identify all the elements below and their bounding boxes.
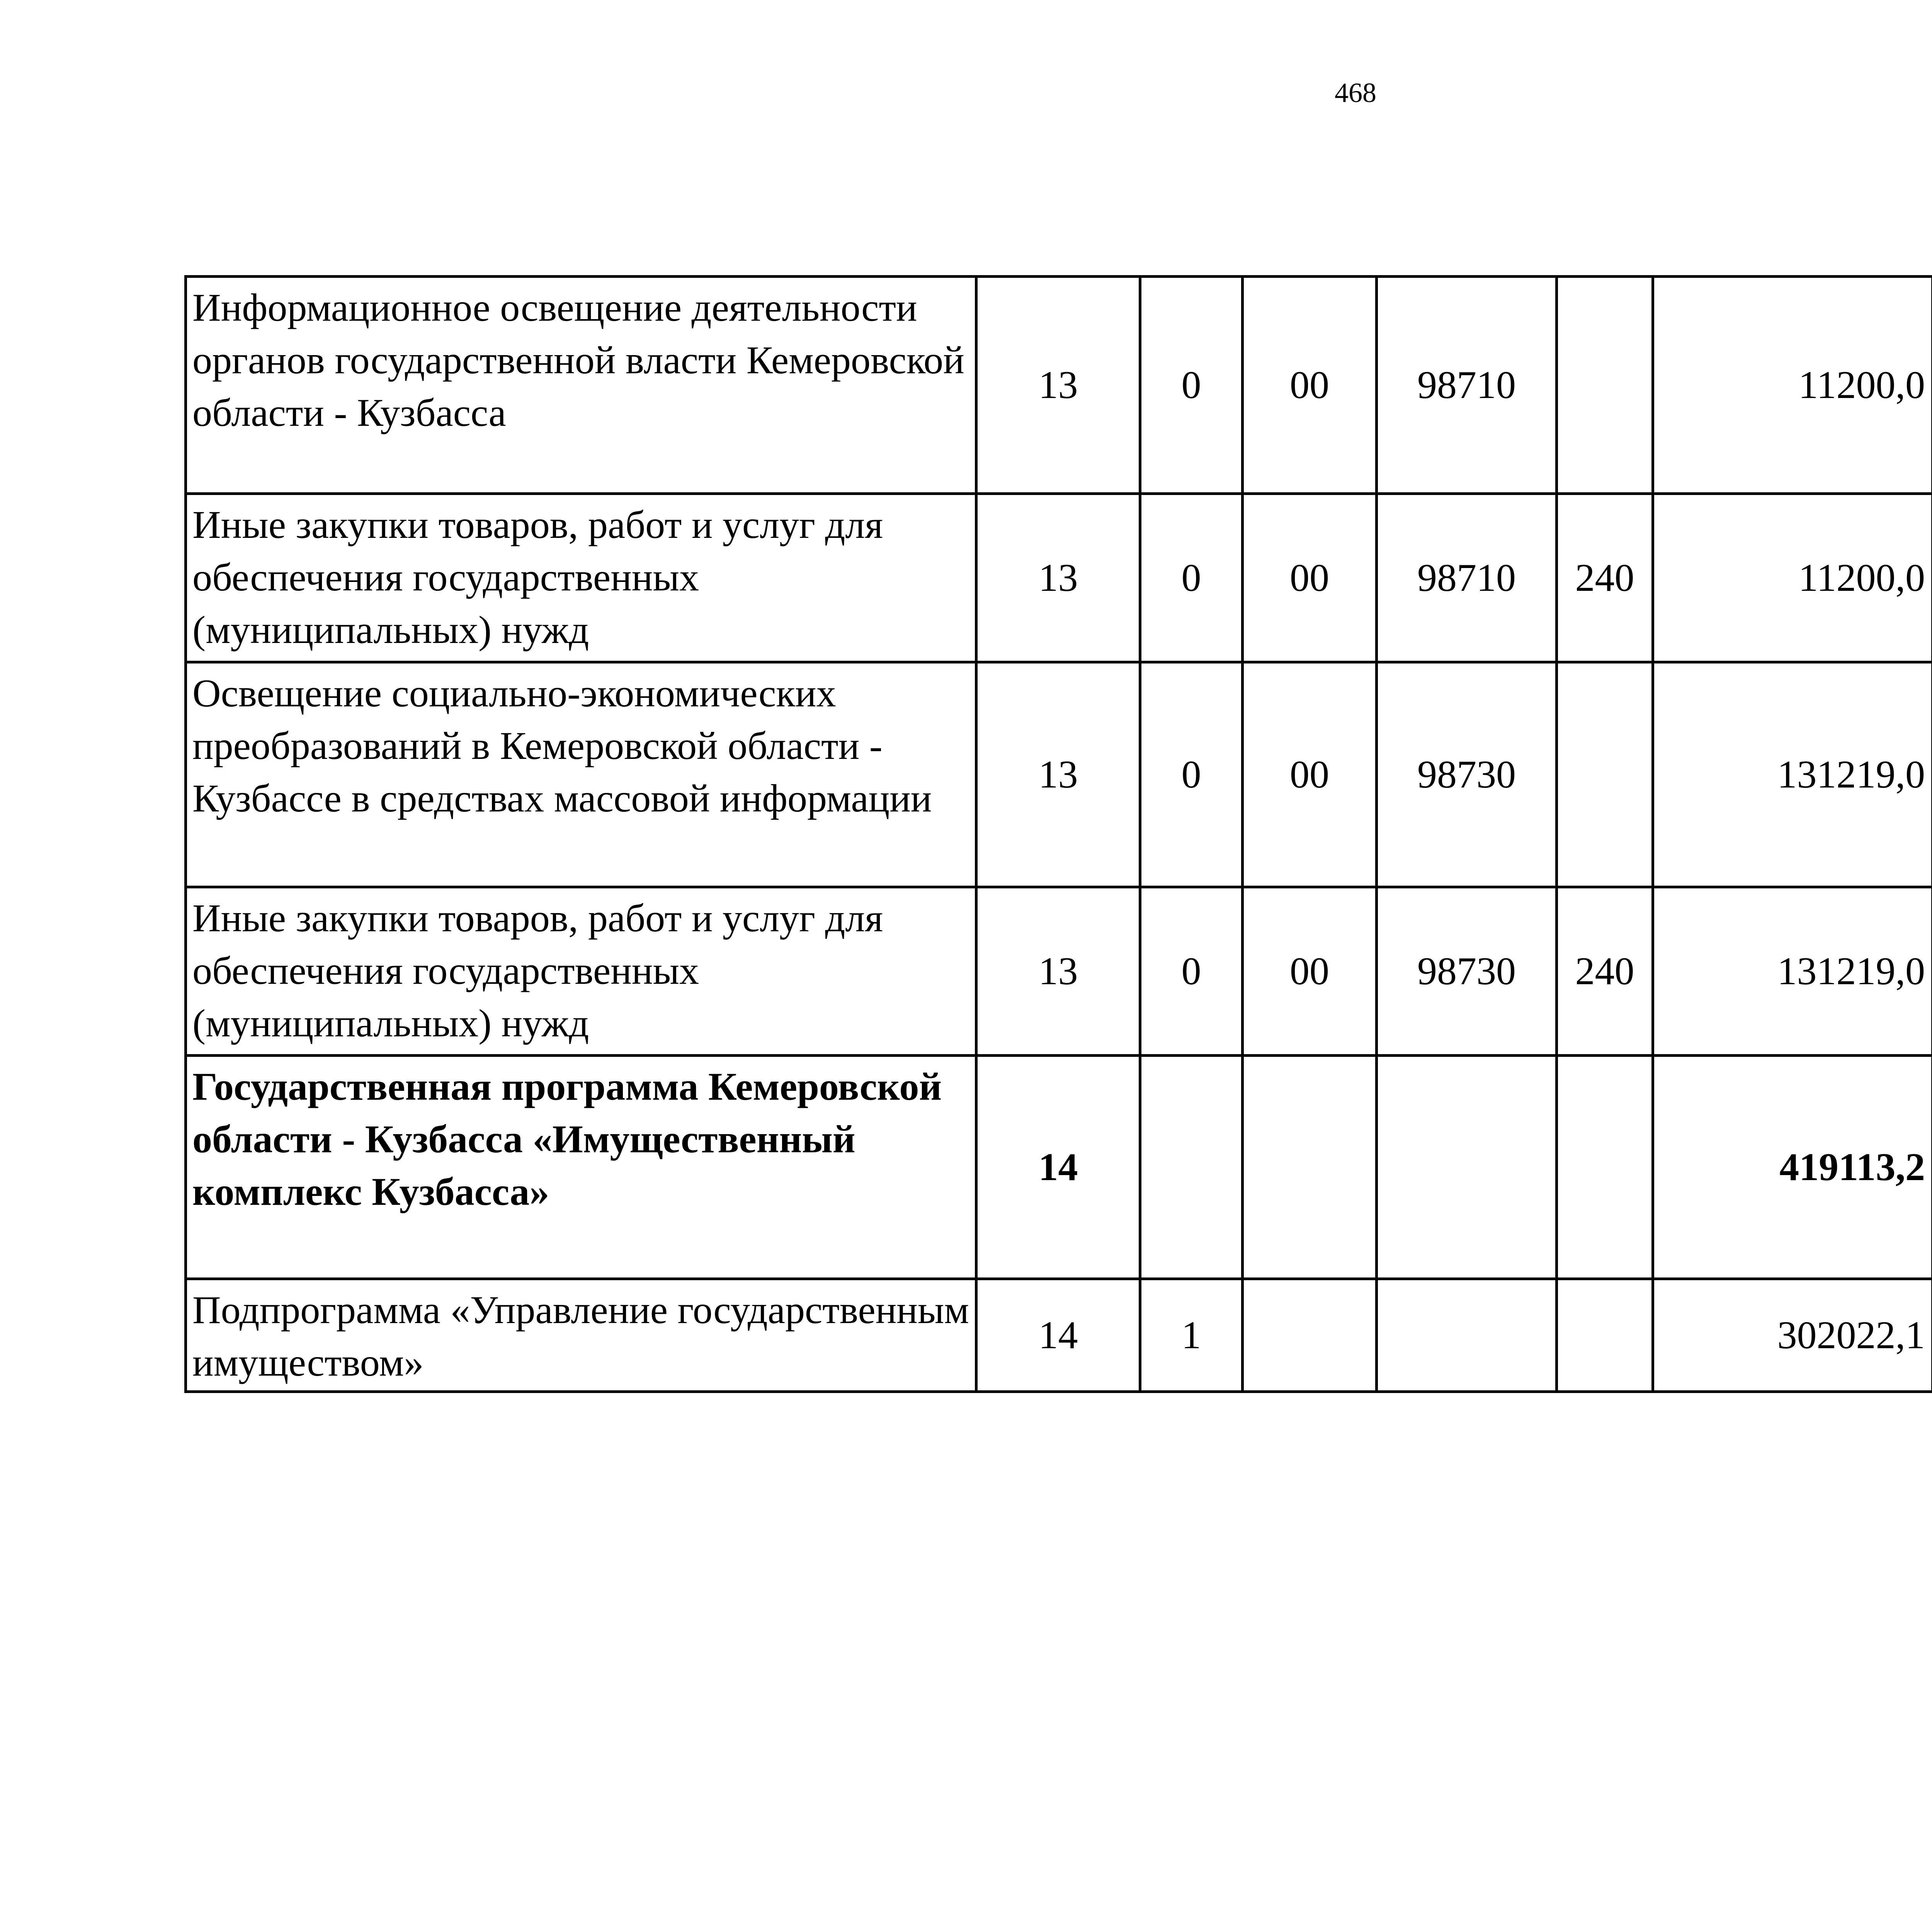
direction-code-cell: 98730 — [1377, 662, 1557, 887]
table-row — [186, 494, 1932, 662]
amount-1-cell: 11200,0 — [1653, 277, 1932, 494]
main-activity-code-cell: 00 — [1243, 494, 1377, 662]
subprogram-code-cell: 1 — [1140, 1279, 1243, 1392]
subprogram-code-cell — [1140, 1056, 1243, 1279]
section-code-cell: 13 — [976, 277, 1140, 494]
amount-1-cell: 11200,0 — [1653, 494, 1932, 662]
subprogram-code-cell: 0 — [1140, 887, 1243, 1056]
direction-code-cell: 98730 — [1377, 887, 1557, 1056]
section-code-cell: 14 — [976, 1056, 1140, 1279]
page-number: 468 — [1335, 77, 1376, 108]
amount-1-cell: 131219,0 — [1653, 887, 1932, 1056]
direction-code-cell — [1377, 1279, 1557, 1392]
row-name-cell: Иные закупки товаров, работ и услуг для обеспечения государственных (муниципальных) нужд — [186, 887, 976, 1056]
amount-1-cell: 131219,0 — [1653, 662, 1932, 887]
main-activity-code-cell — [1243, 1279, 1377, 1392]
row-name-cell: Информационное освещение деятельности органов государственной власти Кемеровской области - Кузбасса — [186, 277, 976, 494]
budget-table — [184, 275, 1932, 1393]
subprogram-code-cell: 0 — [1140, 662, 1243, 887]
amount-1-cell: 302022,1 — [1653, 1279, 1932, 1392]
main-activity-code-cell: 00 — [1243, 277, 1377, 494]
expense-type-cell — [1557, 1279, 1653, 1392]
section-code-cell: 13 — [976, 887, 1140, 1056]
direction-code-cell — [1377, 1056, 1557, 1279]
expense-type-cell — [1557, 1056, 1653, 1279]
section-code-cell: 13 — [976, 662, 1140, 887]
expense-type-cell — [1557, 277, 1653, 494]
main-activity-code-cell — [1243, 1056, 1377, 1279]
section-code-cell: 13 — [976, 494, 1140, 662]
row-name-cell: Иные закупки товаров, работ и услуг для обеспечения государственных (муниципальных) нужд — [186, 494, 976, 662]
subprogram-code-cell: 0 — [1140, 494, 1243, 662]
amount-1-cell: 419113,2 — [1653, 1056, 1932, 1279]
table-row — [186, 277, 1932, 494]
section-code-cell: 14 — [976, 1279, 1140, 1392]
table-row-program-total — [186, 1056, 1932, 1279]
direction-code-cell: 98710 — [1377, 277, 1557, 494]
row-name-cell: Освещение социально-экономических преобразований в Кемеровской области - Кузбассе в средствах массовой информации — [186, 662, 976, 887]
subprogram-code-cell: 0 — [1140, 277, 1243, 494]
main-activity-code-cell: 00 — [1243, 887, 1377, 1056]
expense-type-cell — [1557, 662, 1653, 887]
table-row — [186, 662, 1932, 887]
main-activity-code-cell: 00 — [1243, 662, 1377, 887]
row-name-cell: Подпрограмма «Управление государственным имуществом» — [186, 1279, 976, 1392]
table-row — [186, 1279, 1932, 1392]
expense-type-cell: 240 — [1557, 494, 1653, 662]
row-name-cell: Государственная программа Кемеровской области - Кузбасса «Имущественный комплекс Кузбасса» — [186, 1056, 976, 1279]
direction-code-cell: 98710 — [1377, 494, 1557, 662]
table-row — [186, 887, 1932, 1056]
expense-type-cell: 240 — [1557, 887, 1653, 1056]
